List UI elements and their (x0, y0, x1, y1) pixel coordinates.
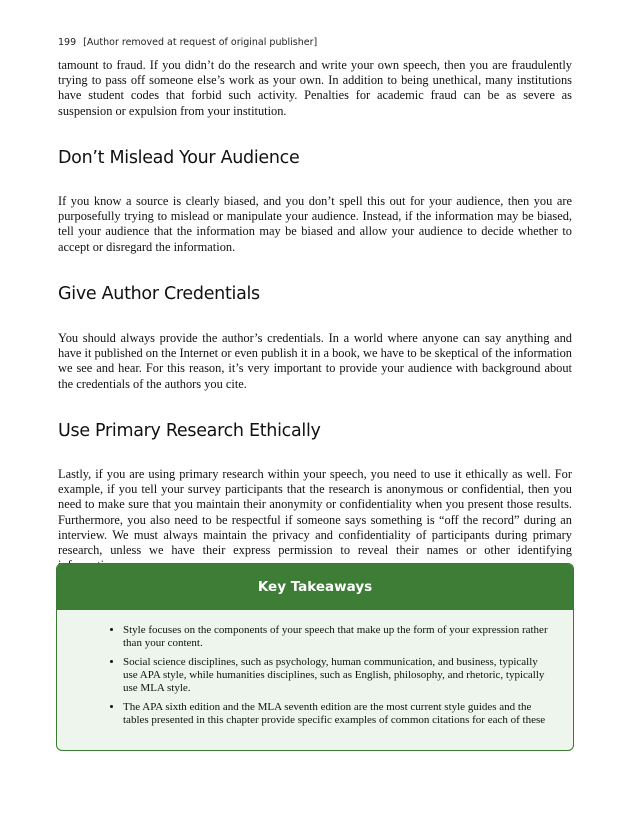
key-takeaways-box (56, 563, 574, 751)
running-header (58, 37, 317, 48)
heading-dont-mislead: Don’t Mislead Your Audience (58, 148, 300, 168)
takeaway-item: • Social science disciplines, such as psychology, human communication, and business, typically use APA style, while humanities disciplines, such as English, philosophy, and rhetoric, typically use MLA style. (123, 656, 553, 695)
takeaway-item: • Style focuses on the components of your speech that make up the form of your expression rather than your content. (123, 624, 553, 650)
key-takeaways-title: Key Takeaways (57, 564, 573, 610)
heading-author-credentials: Give Author Credentials (58, 284, 260, 304)
page-number: 199 (58, 37, 77, 48)
heading-primary-research: Use Primary Research Ethically (58, 421, 321, 441)
mislead-paragraph: If you know a source is clearly biased, and you don’t spell this out for your audience, then you are purposefully trying to mislead or manipulate your audience. Instead, if the information may be biased, tell your audience that the information may be biased and allow your audience to decide whether to accept or disregard the information. (58, 194, 572, 254)
primary-paragraph: Lastly, if you are using primary research within your speech, you need to use it ethically as well. For example, if you tell your survey participants that the research is anonymous or confidential, then you need to make sure that you maintain their anonymity or confidentiality when you present those results. Furthermore, you also need to be respectful if someone says something is “off the record” during an interview. We must always maintain the privacy and confidentiality of participants during primary research, unless we have their express permission to reveal their names or other identifying (58, 467, 572, 558)
intro-paragraph: tamount to fraud. If you didn’t do the research and write your own speech, then you are fraudulently trying to pass off someone else’s work as your own. In addition to being unethical, many institutions have student codes that forbid such activity. Penalties for academic fraud can be as severe as suspension or expulsion from your institution. (58, 58, 572, 118)
credentials-paragraph: You should always provide the author’s credentials. In a world where anyone can say anything and have it published on the Internet or even publish it in a book, we have to be skeptical of the information we see and hear. For this reason, it’s very important to provide your audience with background about the credentials of the authors you cite. (58, 331, 572, 391)
takeaways-list (57, 624, 573, 727)
running-title: [Author removed at request of original publisher] (83, 37, 318, 48)
takeaway-item: • The APA sixth edition and the MLA seventh edition are the most current style guides and the tables presented in this chapter provide specific examples of common citations for each of these (123, 701, 553, 727)
